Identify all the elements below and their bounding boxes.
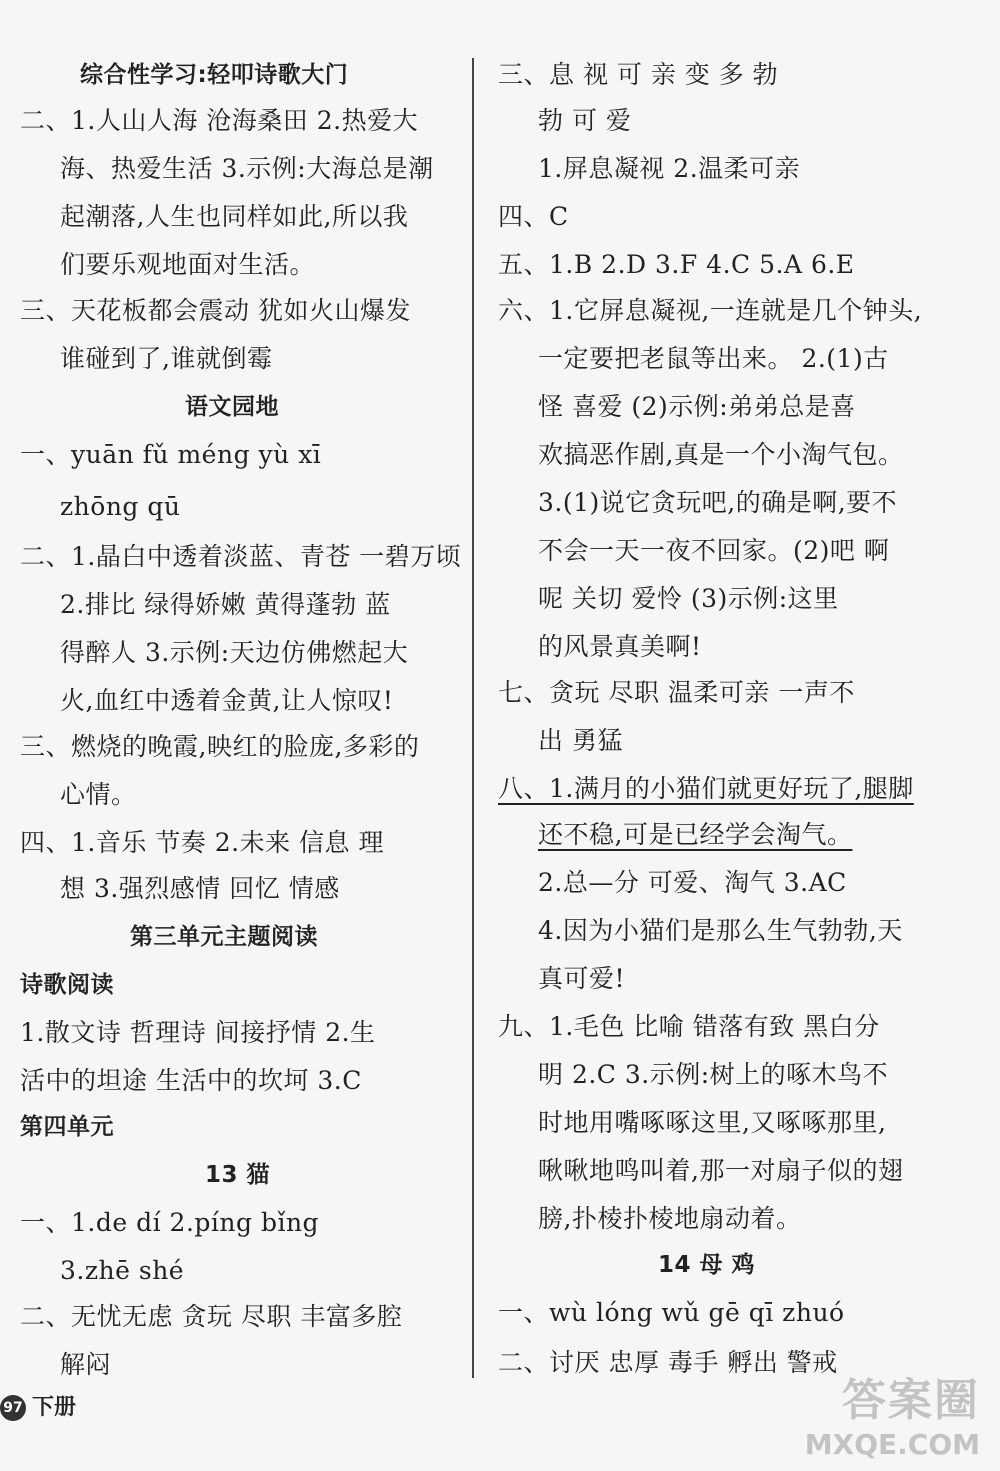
- section-heading: 语文园地: [185, 394, 279, 420]
- answer-line: 2.排比 绿得娇嫩 黄得蓬勃 蓝: [60, 590, 391, 619]
- answer-line: 2.总—分 可爱、淘气 3.AC: [538, 868, 847, 897]
- answer-line: 二、无忧无虑 贪玩 尽职 丰富多腔: [20, 1302, 403, 1331]
- answer-line: 五、1.B 2.D 3.F 4.C 5.A 6.E: [498, 250, 855, 279]
- answer-line: 二、1.人山人海 沧海桑田 2.热爱大: [20, 106, 419, 135]
- answer-line: 一、wù lóng wǔ gē qī zhuó: [498, 1298, 845, 1327]
- answer-line: 四、1.音乐 节奏 2.未来 信息 理: [20, 828, 384, 857]
- answer-line: 3.(1)说它贪玩吧,的确是啊,要不: [538, 488, 898, 517]
- volume-label: 下册: [32, 1395, 77, 1420]
- answer-line: 海、热爱生活 3.示例:大海总是潮: [60, 154, 434, 183]
- answer-line: 得醉人 3.示例:天边仿佛燃起大: [60, 638, 409, 667]
- answer-line: 怪 喜爱 (2)示例:弟弟总是喜: [538, 392, 856, 421]
- watermark-logo: [805, 1364, 980, 1461]
- section-heading: 13 猫: [205, 1162, 271, 1188]
- answer-line: 的风景真美啊!: [538, 632, 702, 661]
- answer-line: 六、1.它屏息凝视,一连就是几个钟头,: [498, 296, 923, 325]
- answer-line: 火,血红中透着金黄,让人惊叹!: [60, 686, 394, 715]
- answer-line: 1.屏息凝视 2.温柔可亲: [538, 154, 801, 183]
- answer-line: 四、C: [498, 202, 569, 231]
- answer-line: 七、贪玩 尽职 温柔可亲 一声不: [498, 678, 855, 707]
- answer-line: 心情。: [60, 780, 137, 809]
- answer-line: 膀,扑棱扑棱地扇动着。: [538, 1204, 802, 1233]
- answer-line: 一定要把老鼠等出来。 2.(1)古: [538, 344, 889, 373]
- answer-line: 九、1.毛色 比喻 错落有致 黑白分: [498, 1012, 880, 1041]
- answer-line: 一、yuān fǔ méng yù xī: [20, 440, 322, 469]
- answer-line: 八、1.满月的小猫们就更好玩了,腿脚: [498, 774, 914, 803]
- answer-line: 1.散文诗 哲理诗 间接抒情 2.生: [20, 1018, 376, 1047]
- answer-line: 出 勇猛: [538, 726, 623, 755]
- answer-line: 三、天花板都会震动 犹如火山爆发: [20, 296, 411, 325]
- page-footer: [0, 1390, 76, 1421]
- answer-line: 起潮落,人生也同样如此,所以我: [60, 202, 409, 231]
- answer-line: 三、息 视 可 亲 变 多 勃: [498, 60, 779, 89]
- column-divider: [472, 58, 474, 1378]
- answer-line: 谁碰到了,谁就倒霉: [60, 344, 273, 373]
- answer-line: 活中的坦途 生活中的坎坷 3.C: [20, 1066, 362, 1095]
- section-heading: 第四单元: [20, 1114, 114, 1140]
- answer-line: 二、讨厌 忠厚 毒手 孵出 警戒: [498, 1348, 838, 1377]
- answer-line: 还不稳,可是已经学会淘气。: [538, 820, 853, 849]
- watermark-url: MXQE.COM: [804, 1428, 980, 1461]
- section-heading: 第三单元主题阅读: [130, 924, 318, 950]
- answer-line: 二、1.晶白中透着淡蓝、青苍 一碧万顷: [20, 542, 462, 571]
- watermark-name: 答案圈: [842, 1375, 980, 1426]
- answer-line: 想 3.强烈感情 回忆 情感: [60, 874, 340, 903]
- section-heading: 14 母 鸡: [658, 1252, 756, 1278]
- answer-line: 解闷: [60, 1350, 112, 1379]
- answer-line: 三、燃烧的晚霞,映红的脸庞,多彩的: [20, 732, 420, 761]
- page-number: 97: [0, 1395, 26, 1421]
- answer-line: 啾啾地鸣叫着,那一对扇子似的翅: [538, 1156, 904, 1185]
- answer-line: 3.zhē shé: [60, 1256, 185, 1285]
- answer-line: 4.因为小猫们是那么生气勃勃,天: [538, 916, 903, 945]
- answer-line: 时地用嘴啄啄这里,又啄啄那里,: [538, 1108, 887, 1137]
- answer-line: 真可爱!: [538, 964, 626, 993]
- section-heading: 诗歌阅读: [20, 972, 114, 998]
- answer-line: 呢 关切 爱怜 (3)示例:这里: [538, 584, 839, 613]
- answer-line: 欢搞恶作剧,真是一个小淘气包。: [538, 440, 904, 469]
- answer-line: 一、1.de dí 2.píng bǐng: [20, 1208, 320, 1237]
- answer-line: 不会一天一夜不回家。(2)吧 啊: [538, 536, 890, 565]
- answer-line: 们要乐观地面对生活。: [60, 250, 316, 279]
- answer-line: 明 2.C 3.示例:树上的啄木鸟不: [538, 1060, 889, 1089]
- section-heading: 综合性学习:轻叩诗歌大门: [80, 62, 349, 88]
- answer-line: 勃 可 爱: [538, 106, 632, 135]
- answer-line: zhōng qū: [60, 492, 181, 521]
